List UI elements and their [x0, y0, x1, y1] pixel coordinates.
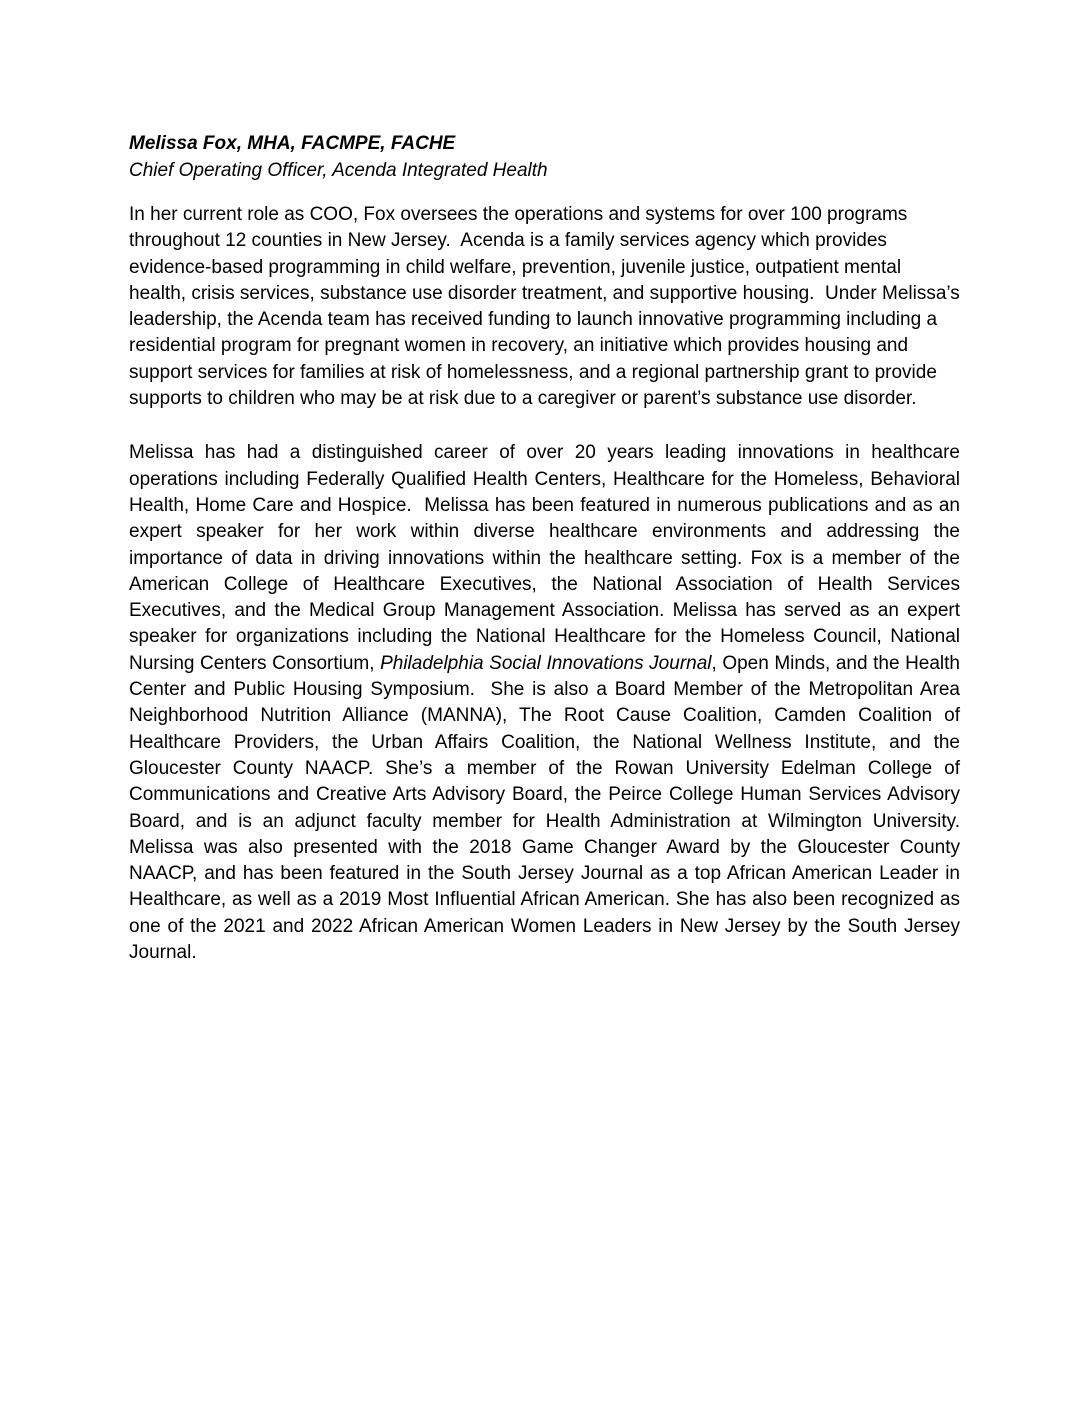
text-run: In her current role as COO, Fox oversees the operations and systems for over 100 programs throughout 12 counties in New Jersey. Acenda is a family services agency which provides evidence-based programming in child welfare, prevention, juvenile justice, outpatient mental health, crisis services, substance use disorder treatment, and supportive housing. Under Melissa’s leadership, the Acenda team has received funding to launch innovative programming including a residential program for pregnant women in recovery, an initiative which provides housing and support services for families at risk of homelessness, and a regional partnership grant to provide supports to children who may be at risk due to a caregiver or parent’s substance use disorder. — [129, 204, 960, 410]
bio-paragraph-career — [129, 440, 960, 966]
person-name-heading: Melissa Fox, MHA, FACMPE, FACHE — [129, 133, 456, 154]
italic-text-run: Philadelphia Social Innovations Journal — [380, 652, 712, 674]
text-run: Melissa has had a distinguished career of over 20 years leading innovations in healthcare operations including Federally Qualified Health Centers, Healthcare for the Homeless, Behavioral Health, Home Care and Hospice. Melissa has been featured in numerous publications and as an expert speaker for her work within diverse healthcare environments and addressing the importance of data in driving innovations within the healthcare setting. Fox is a member of the American College of Healthcare Executives, the National Association of Health Services Executives, and the Medical Group Management Association. Melissa has served as an expert speaker for organizations including the National Healthcare for the Homeless Council, National Nursing Centers Consortium, — [129, 442, 960, 674]
person-title-heading: Chief Operating Officer, Acenda Integrated Health — [129, 160, 548, 181]
text-run: , Open Minds, and the Health Center and Public Housing Symposium. She is also a Board Member of the Metropolitan Area Neighborhood Nutrition Alliance (MANNA), The Root Cause Coalition, Camden Coalition of Healthcare Providers, the Urban Affairs Coalition, the National Wellness Institute, and the Gloucester County NAACP. She’s a member of the Rowan University Edelman College of Communications and Creative Arts Advisory Board, the Peirce College Human Services Advisory Board, and is an adjunct faculty member for Health Administration at Wilmington University. Melissa was also presented with the 2018 Game Changer Award by the Gloucester County NAACP, and has been featured in the South Jersey Journal as a top African American Leader in Healthcare, as well as a 2019 Most Influential African American. She has also been recognized as one of the 2021 and 2022 African American Women Leaders in New Jersey by the South Jersey Journal. — [129, 652, 960, 964]
bio-header — [129, 130, 960, 184]
bio-paragraph-current-role — [129, 202, 960, 412]
